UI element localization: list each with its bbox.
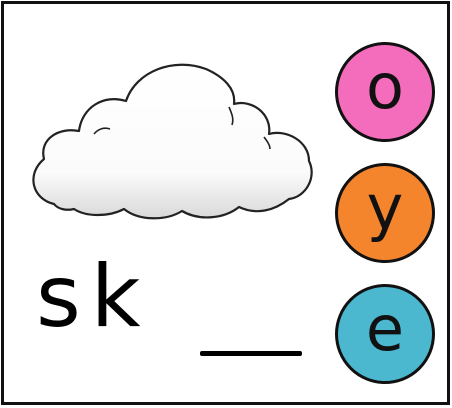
option-o-button[interactable] — [335, 42, 435, 142]
option-letter: y — [366, 171, 404, 244]
word-prefix: sk — [36, 247, 151, 347]
option-letter: o — [366, 50, 404, 123]
option-letter: e — [365, 292, 405, 365]
missing-letter-blank[interactable] — [200, 351, 302, 356]
cloud-icon — [24, 59, 319, 224]
option-y-button[interactable] — [335, 163, 435, 263]
worksheet-card — [1, 1, 450, 405]
option-e-button[interactable] — [335, 284, 435, 384]
